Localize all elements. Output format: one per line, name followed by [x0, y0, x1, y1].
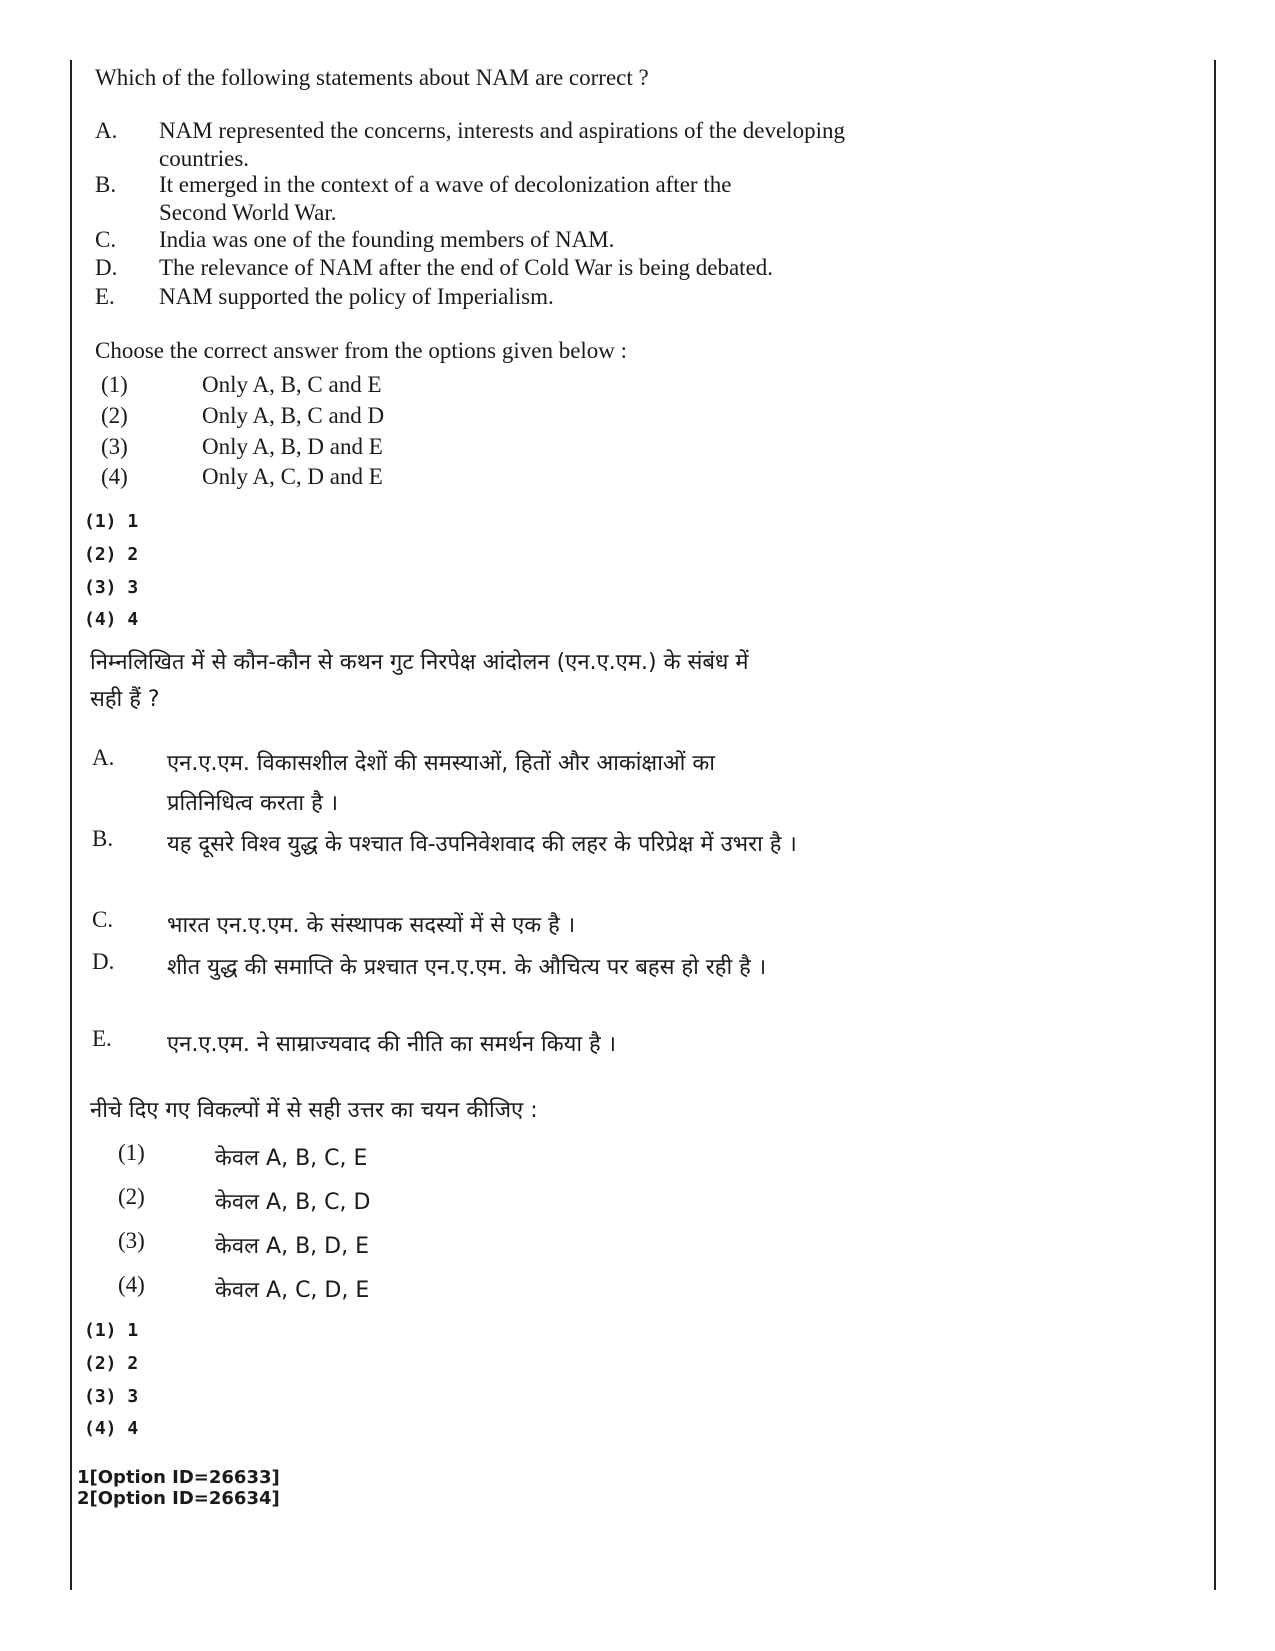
hindi-statement-b: [92, 825, 852, 905]
answer-option-3[interactable]: (3) 3: [84, 577, 139, 598]
hindi-statement-a: [92, 744, 852, 824]
statement-text: यह दूसरे विश्व युद्ध के पश्चात वि-उपनिवेशवाद की लहर के परिप्रेक्ष में उभरा है ।: [167, 832, 797, 857]
statement-letter: C.: [95, 227, 117, 252]
statement-text: शीत युद्ध की समाप्ति के प्रश्चात एन.ए.एम. के औचित्य पर बहस हो रही है ।: [167, 955, 767, 980]
hindi-statement-e: [92, 1025, 852, 1065]
hindi-statement-d: [92, 948, 852, 1028]
choice-number: (1): [118, 1140, 145, 1165]
right-border-line: [1214, 60, 1216, 1590]
english-choice-1: [101, 371, 501, 399]
choice-text: Only A, B, D and E: [202, 434, 383, 459]
english-statement-e: [95, 283, 855, 311]
hindi-instruction: नीचे दिए गए विकल्पों में से सही उत्तर का चयन कीजिए :: [90, 1098, 538, 1123]
english-statement-b: [95, 171, 855, 227]
statement-letter: D.: [95, 255, 118, 280]
statement-letter: A.: [92, 745, 115, 770]
statement-letter: B.: [95, 172, 117, 197]
choice-text: केवल A, C, D, E: [215, 1278, 370, 1303]
statement-text: India was one of the founding members of NAM.: [159, 227, 615, 252]
hindi-choice-1: [118, 1139, 518, 1179]
statement-letter: C.: [92, 907, 114, 932]
english-statement-a: [95, 117, 855, 173]
choice-number: (2): [101, 403, 128, 428]
left-border-line: [70, 60, 72, 1590]
english-question: Which of the following statements about NAM are correct ?: [95, 65, 649, 90]
statement-text: एन.ए.एम. विकासशील देशों की समस्याओं, हितों और आकांक्षाओं का प्रतिनिधित्व करता है ।: [167, 751, 715, 816]
statement-text: NAM supported the policy of Imperialism.: [159, 284, 554, 309]
english-statement-c: [95, 226, 855, 254]
english-choice-2: [101, 402, 501, 430]
choice-number: (4): [118, 1272, 145, 1297]
answer-option-1[interactable]: (1) 1: [84, 511, 139, 532]
english-instruction: Choose the correct answer from the options given below :: [95, 338, 628, 363]
hindi-question-line2: सही हैं ?: [90, 687, 160, 712]
statement-letter: E.: [92, 1026, 112, 1051]
english-choice-4: [101, 463, 501, 491]
choice-number: (3): [118, 1228, 145, 1253]
choice-number: (4): [101, 464, 128, 489]
choice-text: केवल A, B, D, E: [215, 1234, 369, 1259]
statement-text: The relevance of NAM after the end of Cold War is being debated.: [159, 255, 774, 280]
choice-number: (1): [101, 372, 128, 397]
hindi-question-line1: निम्नलिखित में से कौन-कौन से कथन गुट निरपेक्ष आंदोलन (एन.ए.एम.) के संबंध में: [90, 650, 749, 675]
answer-option-2[interactable]: (2) 2: [84, 1353, 139, 1374]
choice-text: केवल A, B, C, D: [215, 1190, 371, 1215]
hindi-choice-3: [118, 1227, 518, 1267]
choice-text: केवल A, B, C, E: [215, 1146, 368, 1171]
choice-text: Only A, B, C and D: [202, 403, 385, 428]
hindi-statement-c: [92, 906, 852, 946]
statement-text: एन.ए.एम. ने साम्राज्यवाद की नीति का समर्थन किया है ।: [167, 1032, 617, 1057]
answer-option-1[interactable]: (1) 1: [84, 1320, 139, 1341]
choice-text: Only A, B, C and E: [202, 372, 382, 397]
statement-letter: B.: [92, 826, 114, 851]
english-choice-3: [101, 433, 501, 461]
option-id-1: 1[Option ID=26633]: [77, 1467, 280, 1488]
answer-option-4[interactable]: (4) 4: [84, 1418, 139, 1439]
statement-letter: A.: [95, 118, 118, 143]
choice-number: (3): [101, 434, 128, 459]
statement-text: It emerged in the context of a wave of decolonization after the Second World War.: [159, 172, 732, 225]
choice-number: (2): [118, 1184, 145, 1209]
choice-text: Only A, C, D and E: [202, 464, 383, 489]
hindi-choice-2: [118, 1183, 518, 1223]
statement-letter: D.: [92, 949, 115, 974]
statement-text: NAM represented the concerns, interests and aspirations of the developing countries.: [159, 118, 845, 171]
english-statement-d: [95, 254, 855, 282]
option-id-2: 2[Option ID=26634]: [77, 1488, 280, 1509]
answer-option-2[interactable]: (2) 2: [84, 544, 139, 565]
answer-option-4[interactable]: (4) 4: [84, 609, 139, 630]
statement-text: भारत एन.ए.एम. के संस्थापक सदस्यों में से एक है ।: [167, 913, 576, 938]
statement-letter: E.: [95, 284, 115, 309]
hindi-choice-4: [118, 1271, 518, 1311]
answer-option-3[interactable]: (3) 3: [84, 1386, 139, 1407]
